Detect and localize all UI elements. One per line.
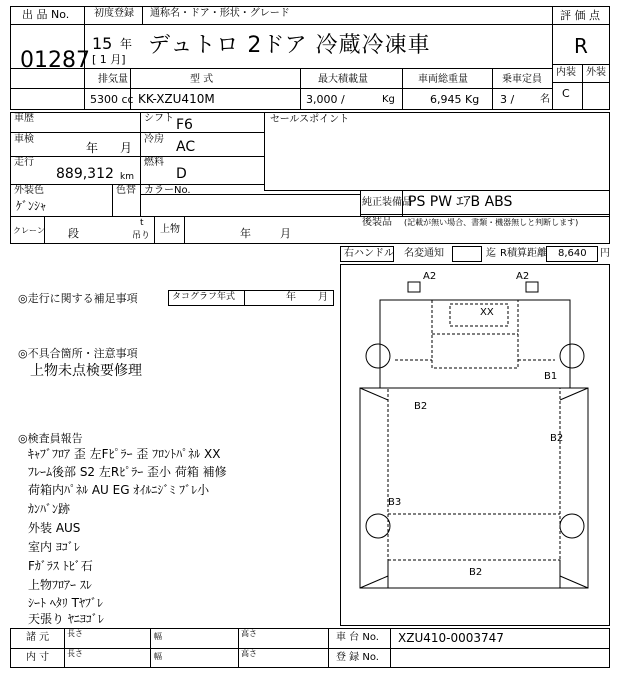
r-odo-label: R積算距離: [500, 248, 547, 259]
body-year: 年: [240, 227, 251, 240]
crane-hoist: 吊り: [132, 231, 151, 241]
crane-label: クレーン: [13, 226, 45, 235]
fuel: D: [176, 166, 187, 182]
height-label: 高さ: [241, 629, 257, 638]
damage-mark: B2: [550, 433, 564, 444]
color-no-label: 色替: [116, 185, 136, 196]
inspector-line: 荷箱内ﾊﾟﾈﾙ AU EG ｵｲﾙﾆｼﾞﾐ ﾌﾞﾚ小: [28, 483, 210, 497]
capacity-label: 乗車定員: [502, 74, 542, 85]
displacement-label: 排気量: [98, 74, 128, 85]
interior-grade: C: [562, 87, 570, 100]
mileage: 889,312: [56, 166, 114, 182]
inspector-line: ｶﾝﾊﾞﾝ跡: [28, 502, 71, 516]
tacho-label: タコグラフ年式: [172, 292, 236, 302]
damage-mark: B1: [544, 371, 558, 382]
ac-label: 冷房: [144, 134, 164, 145]
rating: R: [574, 34, 588, 58]
first-reg-label: 初度登録: [94, 8, 134, 19]
crane-t: t: [140, 218, 144, 228]
inspector-line: 外装 AUS: [28, 521, 81, 535]
color-no-label2: カラーNo.: [144, 185, 191, 196]
shift: F6: [176, 117, 193, 133]
capacity: 3 /: [500, 93, 515, 106]
gross-weight: 6,945 Kg: [430, 93, 480, 106]
steering: 右ハンドル: [344, 248, 394, 259]
reg-month: [ 1 月]: [92, 53, 126, 66]
tacho-month: 月: [318, 292, 328, 303]
max-load-label: 最大積載量: [318, 74, 368, 85]
model: KK-XZU410M: [138, 92, 215, 106]
inspection-label: 車検: [14, 134, 34, 145]
chassis-number: XZU410-0003747: [398, 631, 504, 645]
capacity-unit: 名: [540, 94, 550, 105]
interior-label: 内装: [556, 67, 576, 78]
damage-mark: B2: [469, 567, 483, 578]
aftermarket-label: 後装品: [362, 217, 392, 228]
length-label: 長さ: [67, 629, 83, 638]
width-label: 幅: [154, 632, 162, 641]
defects: 上物未点検要修理: [30, 363, 142, 379]
inspection-year: 年: [86, 141, 99, 155]
damage-mark: B3: [388, 497, 402, 508]
reg-year: 15: [92, 34, 113, 53]
lot-number: 01287: [20, 48, 90, 73]
model-label: 型 式: [190, 74, 214, 85]
driving-label: ◎走行に関する補足事項: [18, 292, 138, 305]
inspector-label: ◎検査員報告: [18, 432, 83, 445]
r-odo-unit: 円: [600, 248, 610, 259]
inspector-line: 上物ﾌﾛｱｰ ｽﾚ: [28, 578, 92, 592]
damage-mark: B2: [414, 401, 428, 412]
sales-point-label: セールスポイント: [270, 114, 350, 125]
body-label: 上物: [160, 224, 180, 235]
width-label: 幅: [154, 652, 162, 661]
name-label: 通称名・ドア・形状・グレード: [150, 8, 290, 19]
inspector-line: 天張り ﾔﾆﾖｺﾞﾚ: [28, 612, 104, 626]
r-odo-value: 8,640: [558, 248, 587, 259]
length-label: 長さ: [67, 649, 83, 658]
equipment-label: 純正装備品: [362, 197, 412, 208]
color-label: 外装色: [14, 185, 44, 196]
lot-label: 出 品 No.: [22, 8, 70, 21]
ac: AC: [176, 139, 196, 155]
aftermarket-note: (記載が無い場合、書類・機器無しと判断します): [404, 218, 579, 227]
gross-weight-label: 車両総重量: [418, 74, 468, 85]
vehicle-name: デュトロ 2ドア 冷蔵冷凍車: [148, 33, 431, 58]
expiry-label: 迄: [486, 248, 496, 259]
fuel-label: 燃料: [144, 157, 164, 168]
inspector-line: ﾌﾚｰﾑ後部 S2 左Rﾋﾟﾗｰ 歪小 荷箱 補修: [28, 465, 227, 479]
equipment: PS PW ｴｱB ABS: [408, 194, 513, 210]
inspection-month: 月: [120, 141, 133, 155]
height-label: 高さ: [241, 649, 257, 658]
shift-label: シフト: [144, 113, 174, 124]
history-label: 車歴: [14, 113, 34, 124]
rating-label: 評 価 点: [560, 9, 600, 22]
mileage-label: 走行: [14, 157, 34, 168]
name-change-label: 名変通知: [404, 248, 444, 259]
cargo-label: 内 寸: [26, 652, 50, 663]
tacho-year: 年: [286, 292, 296, 303]
displacement: 5300 cc: [90, 93, 134, 106]
reg-year-unit: 年: [120, 37, 133, 51]
inspector-line: 室内 ﾖｺﾞﾚ: [28, 540, 80, 554]
max-load-unit: Kg: [382, 94, 395, 105]
exterior-label: 外装: [586, 67, 606, 78]
damage-mark: A2: [516, 271, 530, 282]
defects-label: ◎不具合箇所・注意事項: [18, 347, 138, 360]
damage-mark: A2: [423, 271, 437, 282]
body-month: 月: [280, 227, 291, 240]
crane-stage: 段: [68, 227, 79, 240]
mileage-unit: km: [120, 172, 134, 182]
max-load: 3,000 /: [306, 93, 345, 106]
color: ｹﾞﾝｼｬ: [16, 199, 47, 213]
chassis-label: 車 台 No.: [336, 632, 379, 643]
inspector-line: ｷｬﾌﾞﾌﾛｱ 歪 左Fﾋﾟﾗｰ 歪 ﾌﾛﾝﾄﾊﾟﾈﾙ XX: [28, 447, 221, 461]
dims-label: 諸 元: [26, 632, 50, 643]
reg-label: 登 録 No.: [336, 652, 379, 663]
damage-mark: XX: [480, 307, 494, 318]
inspector-line: Fｶﾞﾗｽ ﾄﾋﾞ石: [28, 559, 93, 573]
inspector-line: ｼｰﾄ ﾍﾀﾘ Tﾔﾌﾞﾚ: [28, 596, 103, 610]
